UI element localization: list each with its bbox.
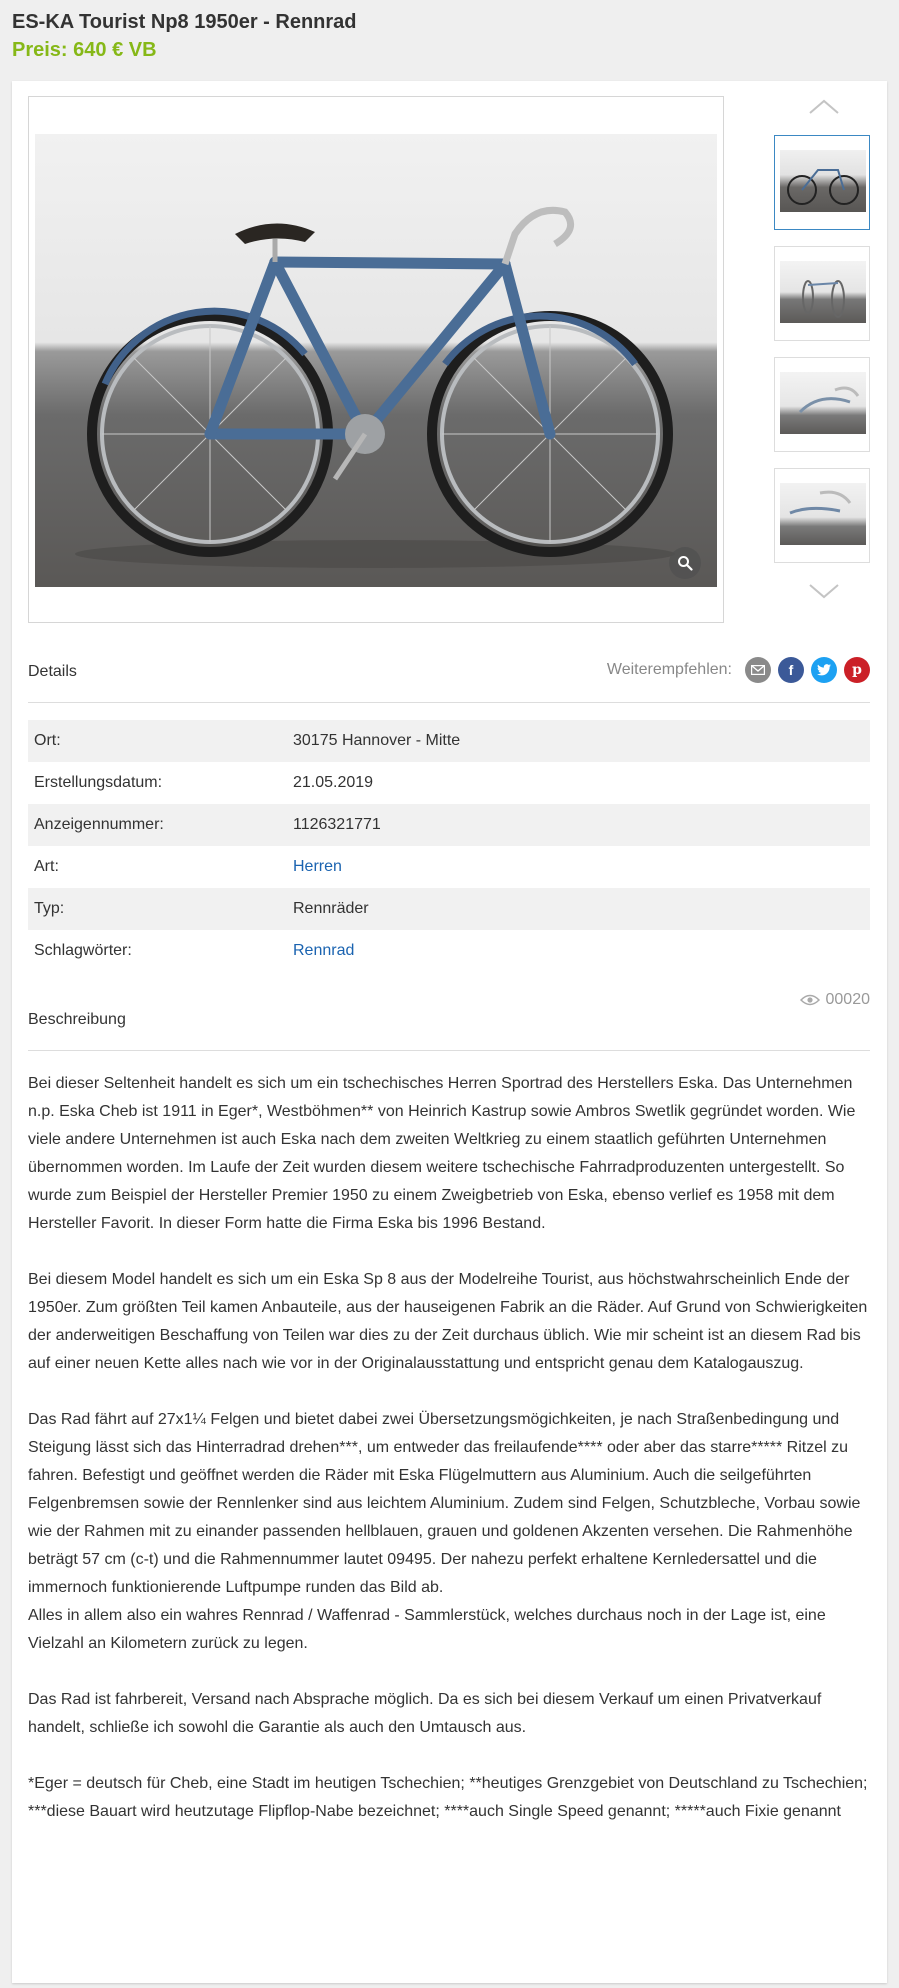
chevron-down-icon	[808, 583, 840, 599]
share-twitter-button[interactable]	[811, 657, 837, 683]
share-label: Weiterempfehlen:	[606, 661, 732, 678]
description-footnotes: *Eger = deutsch für Cheb, eine Stadt im heutigen Tschechien; **heutiges Grenzgebiet von Deutschland zu Tschechien; ***diese Bauart wird heutzutage Flipflop-Nabe bezeichnet; ****auch Single Speed genannt; *****auch Fixie genannt	[28, 1775, 868, 1820]
bicycle-photo-illustration	[35, 134, 717, 587]
details-row-typ	[28, 888, 870, 930]
description-paragraph: Alles in allem also ein wahres Rennrad / Waffenrad - Sammlerstück, welches durchaus noch in der Lage ist, eine Vielzahl an Kilometern zurück zu legen.	[28, 1607, 826, 1652]
envelope-icon	[751, 665, 765, 675]
details-row-ad-number	[28, 804, 870, 846]
share-bar	[607, 657, 870, 683]
details-row-tags	[28, 930, 870, 972]
description-divider	[28, 1050, 870, 1051]
share-email-button[interactable]	[745, 657, 771, 683]
thumbnail-3[interactable]	[774, 357, 870, 452]
thumbs-down-button[interactable]	[774, 576, 874, 606]
main-gallery[interactable]	[28, 96, 724, 623]
details-row-art	[28, 846, 870, 888]
pinterest-icon: p	[852, 662, 862, 678]
details-heading: Details	[28, 663, 77, 680]
details-key: Art:	[34, 858, 59, 875]
description-paragraph: Bei dieser Seltenheit handelt es sich um ein tschechisches Herren Sportrad des Herstellers Eska. Das Unternehmen n.p. Eska Cheb ist 1911 in Eger*, Westböhmen** von Heinrich Kastrup sowie Ambros Swetlik gegründet worden. Wie viele andere Unternehmen ist auch Eska nach dem zweiten Weltkrieg zu einem staatlich geführten Unternehmen übernommen worden. Im Laufe der Zeit wurden diesem weitere tschechische Fahrradproduzenten untergestellt. So wurde zum Beispiel der Hersteller Premier 1950 zu einem Zweigbetrieb von Eska, ebenso verlief es 1958 mit dem Hersteller Favorit. In dieser Form hatte die Firma Eska bis 1996 Bestand.	[28, 1075, 856, 1232]
details-table	[28, 720, 870, 972]
details-key: Schlagwörter:	[34, 942, 132, 959]
tag-link[interactable]: Rennrad	[293, 942, 355, 959]
facebook-icon: f	[788, 662, 794, 678]
details-row-date	[28, 762, 870, 804]
description-heading: Beschreibung	[28, 1011, 126, 1028]
thumbnail-strip	[774, 96, 874, 623]
thumbnail-2[interactable]	[774, 246, 870, 341]
listing-price: Preis: 640 € VB	[12, 39, 157, 61]
thumbs-up-button[interactable]	[774, 92, 874, 122]
details-value: 21.05.2019	[293, 774, 374, 791]
share-facebook-button[interactable]	[778, 657, 804, 683]
description-paragraph: Bei diesem Model handelt es sich um ein Eska Sp 8 aus der Modelreihe Tourist, aus höchstwahrscheinlich Ende der 1950er. Zum größten Teil kamen Anbauteile, aus der hauseigenen Fabrik an die Räder. Auf Grund von Schwierigkeiten der anderweitigen Beschaffung von Teilen war dies zu der Zeit durchaus üblich. Wie mir scheint ist an diesem Rad bis auf einer neuen Kette alles nach wie vor in der Originalausstattung und entspricht genau dem Katalogauszug.	[28, 1271, 868, 1372]
art-link[interactable]: Herren	[293, 858, 342, 875]
view-count: 00020	[825, 991, 870, 1008]
listing-title: ES-KA Tourist Np8 1950er - Rennrad	[12, 11, 357, 33]
description-body	[28, 1070, 874, 1854]
details-value: 1126321771	[287, 804, 870, 846]
details-divider	[28, 702, 870, 703]
description-header	[28, 991, 870, 1041]
zoom-button[interactable]	[669, 547, 701, 579]
view-counter	[800, 991, 871, 1009]
thumbnail-4[interactable]	[774, 468, 870, 563]
details-key: Ort:	[28, 720, 287, 762]
details-value: 30175 Hannover - Mitte	[287, 720, 870, 762]
description-paragraph: Das Rad fährt auf 27x1¼ Felgen und bietet dabei zwei Übersetzungsmögichkeiten, je nach Straßenbedingung und Steigung lässt sich das Hinterradrad drehen***, um entweder das freilaufende**** oder aber das starre***** Ritzel zu fahren. Befestigt und geöffnet werden die Räder mit Eska Flügelmuttern aus Aluminium. Auch die seilgeführten Felgenbremsen sowie der Rennlenker sind aus leichtem Aluminium. Zudem sind Felgen, Schutzbleche, Vorbau sowie wie der Rahmen mit zu einander passenden hellblauen, grauen und goldenen Akzenten versehen. Die Rahmenhöhe beträgt 57 cm (c-t) und die Rahmennummer lautet 09495. Der nahezu perfekt erhaltene Kernledersattel und die immernoch funktionierende Luftpumpe runden das Bild ab.	[28, 1411, 861, 1596]
share-pinterest-button[interactable]	[844, 657, 870, 683]
details-key: Typ:	[28, 888, 287, 930]
details-header	[28, 657, 870, 687]
details-key: Erstellungsdatum:	[34, 774, 163, 791]
details-value: Rennräder	[287, 888, 870, 930]
twitter-icon	[817, 664, 831, 676]
thumbnail-1[interactable]	[774, 135, 870, 230]
main-photo[interactable]	[35, 134, 717, 587]
magnifier-icon	[677, 555, 693, 571]
description-paragraph: Das Rad ist fahrbereit, Versand nach Absprache möglich. Da es sich bei diesem Verkauf um einen Privatverkauf handelt, schließe ich sowohl die Garantie als auch den Umtausch aus.	[28, 1691, 822, 1736]
listing-header	[12, 8, 882, 64]
eye-icon	[800, 994, 820, 1006]
chevron-up-icon	[808, 99, 840, 115]
details-key: Anzeigennummer:	[28, 804, 287, 846]
details-row-ort	[28, 720, 870, 762]
listing-card	[12, 81, 887, 1983]
